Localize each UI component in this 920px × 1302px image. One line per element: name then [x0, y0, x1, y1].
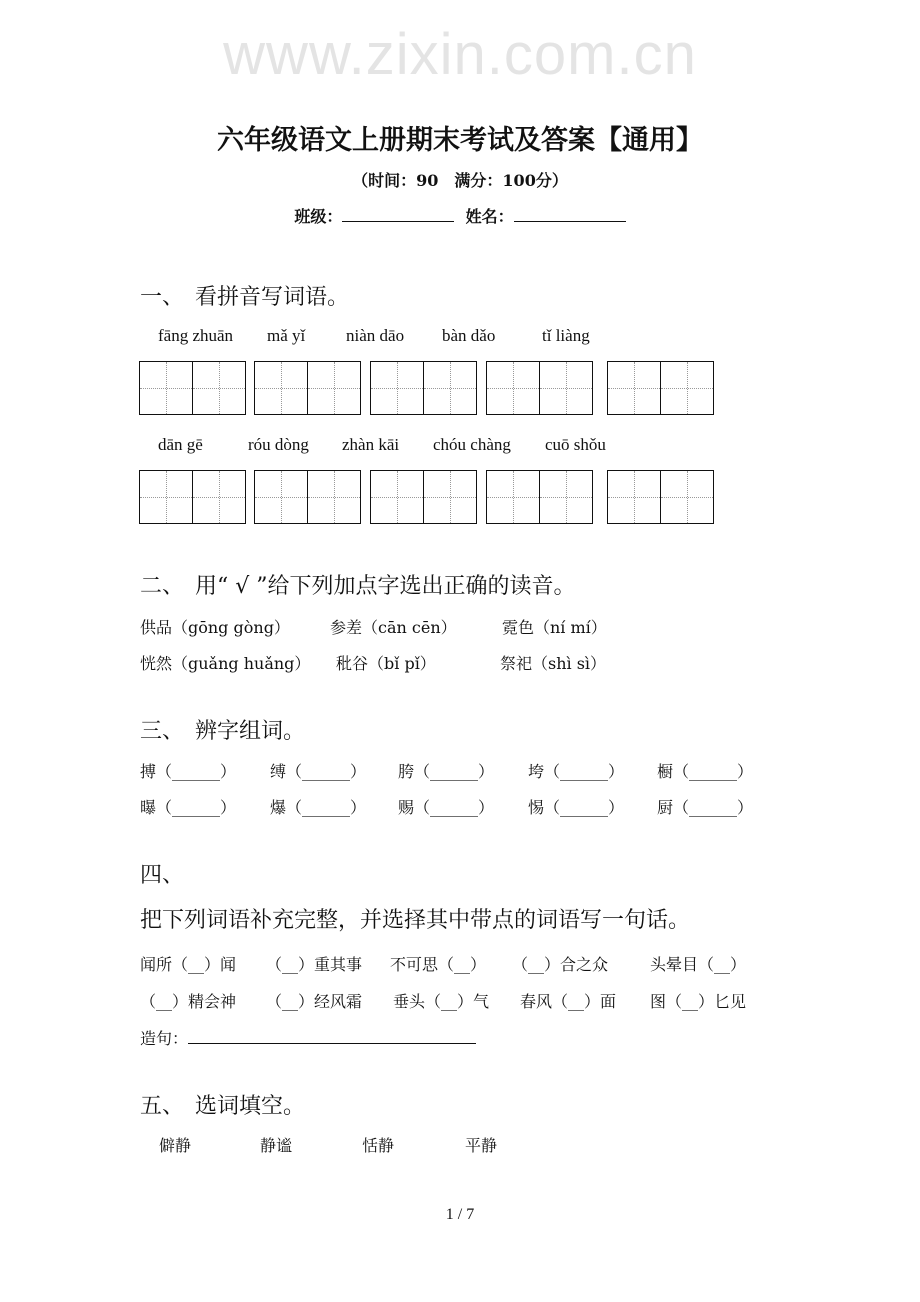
idiom-item: 春风（__）面 [520, 992, 617, 1011]
class-blank [342, 221, 454, 222]
pronunciation-item: 恍然（guǎng huǎng） [140, 654, 311, 673]
writing-grid[interactable] [370, 470, 477, 524]
idiom-item: （__）重其事 [266, 955, 363, 974]
idiom-item: 闻所（__）闻 [140, 955, 237, 974]
pinyin: zhàn kāi [342, 435, 400, 454]
pronunciation-item: 供品（gōng gòng） [140, 618, 290, 637]
writing-grid[interactable] [139, 361, 246, 415]
word-option: 恬静 [362, 1136, 395, 1155]
pinyin: róu dòng [248, 435, 309, 454]
pronunciation-item: 秕谷（bǐ pǐ） [336, 654, 436, 673]
pinyin: tǐ liàng [542, 326, 590, 345]
idiom-item: （__）经风霜 [266, 992, 363, 1011]
idiom-item: 图（__）匕见 [650, 992, 747, 1011]
idiom-item: （__）合之众 [512, 955, 609, 974]
writing-grid[interactable] [139, 470, 246, 524]
page-number: 1 / 7 [445, 1206, 475, 1223]
idiom-item: 垂头（__）气 [393, 992, 490, 1011]
page-title: 六年级语文上册期末考试及答案【通用】 [217, 125, 703, 156]
writing-grid[interactable] [607, 470, 714, 524]
word-item: 厨（______） [657, 798, 754, 817]
watermark: www.zixin.com.cn [223, 22, 697, 87]
writing-grid[interactable] [486, 361, 593, 415]
pinyin: cuō shǒu [545, 435, 606, 454]
pinyin: fāng zhuān [158, 326, 234, 345]
word-item: 爆（______） [270, 798, 367, 817]
word-item: 搏（______） [140, 762, 237, 781]
pinyin: niàn dāo [346, 326, 405, 345]
class-label: 班级： [294, 207, 343, 226]
writing-grid[interactable] [607, 361, 714, 415]
word-item: 惕（______） [528, 798, 625, 817]
word-item: 橱（______） [657, 762, 754, 781]
idiom-item: 不可思（__） [390, 955, 487, 974]
pronunciation-item: 霓色（ní mí） [502, 618, 607, 637]
pronunciation-item: 祭祀（shì sì） [500, 654, 607, 673]
pinyin: dān gē [158, 435, 203, 454]
word-option: 平静 [465, 1136, 498, 1155]
word-item: 垮（______） [528, 762, 625, 781]
sentence-blank[interactable] [188, 1043, 476, 1044]
idiom-item: （__）精会神 [140, 992, 237, 1011]
word-option: 静谧 [260, 1136, 293, 1155]
student-info [0, 204, 920, 227]
pronunciation-item: 参差（cān cēn） [330, 618, 457, 637]
section-2-heading: 二、 用“ √ ”给下列加点字选出正确的读音。 [140, 574, 576, 599]
writing-grid[interactable] [254, 470, 361, 524]
pinyin: mǎ yǐ [267, 326, 306, 345]
writing-grid[interactable] [254, 361, 361, 415]
word-item: 胯（______） [398, 762, 495, 781]
section-5-heading: 五、 选词填空。 [140, 1094, 306, 1119]
pinyin: chóu chàng [433, 435, 511, 454]
sentence-label: 造句： [140, 1029, 189, 1048]
name-blank [514, 221, 626, 222]
idiom-item: 头晕目（__） [650, 955, 747, 974]
section-4-heading: 四、 [140, 863, 185, 888]
exam-time-score: （时间：90 满分：100分） [352, 171, 568, 190]
word-item: 缚（______） [270, 762, 367, 781]
word-option: 僻静 [159, 1136, 192, 1155]
section-4-instruction: 把下列词语补充完整，并选择其中带点的词语写一句话。 [140, 908, 691, 933]
name-label: 姓名： [465, 207, 514, 226]
writing-grid[interactable] [486, 470, 593, 524]
word-item: 赐（______） [398, 798, 495, 817]
pinyin: bàn dǎo [442, 326, 496, 345]
word-item: 曝（______） [140, 798, 237, 817]
section-1-heading: 一、 看拼音写词语。 [140, 285, 350, 310]
section-3-heading: 三、 辨字组词。 [140, 719, 306, 744]
writing-grid[interactable] [370, 361, 477, 415]
sentence-row [140, 1026, 476, 1049]
